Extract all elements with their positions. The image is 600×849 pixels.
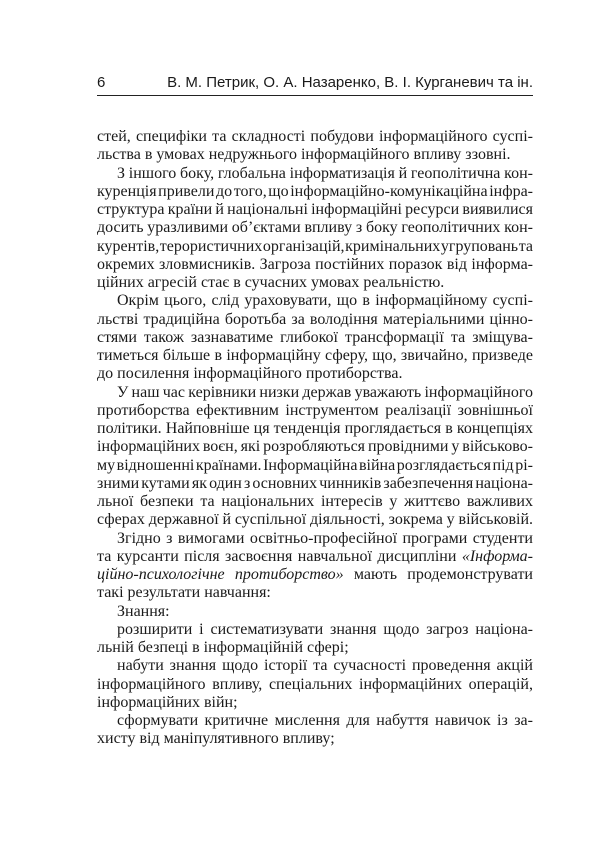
text-line: [97, 639, 533, 657]
text-line: [97, 584, 533, 602]
text-line-content: [97, 639, 349, 657]
text-line-content: [117, 712, 533, 730]
text-segment: стей, специфіки та складності побудови інформаційного суспі-: [97, 128, 533, 145]
text-segment: му відношенні країнами. Інформаційна війна розглядається під рі-: [97, 456, 533, 474]
paragraph: [97, 292, 533, 383]
text-segment: У наш час керівники низки держав уважають інформаційного: [117, 383, 533, 401]
italic-text: «Інформа-: [461, 547, 533, 565]
text-segment: Окрім цього, слід ураховувати, що в інформаційному суспі-: [117, 292, 533, 310]
text-segment: досить уразливими об’єктами впливу з боку геополітичних кон-: [97, 219, 533, 237]
text-line-content: [97, 128, 533, 146]
text-segment: хисту від маніпулятивного впливу;: [97, 730, 335, 748]
text-line: [97, 475, 533, 493]
text-segment: політики. Найповніше ця тенденція проглядається в концепціях: [97, 420, 533, 437]
italic-text: ційно-психологічне протиборство»: [97, 566, 344, 583]
text-line: [97, 694, 533, 712]
paragraph: [97, 530, 533, 603]
text-line-content: [97, 584, 271, 602]
text-segment: мають продемонструвати: [343, 566, 533, 583]
text-segment: до посилення інформаційного протиборства.: [97, 365, 403, 383]
text-line-content: [97, 183, 533, 201]
text-line: [97, 183, 533, 201]
text-segment: сформувати критичне мислення для набуття навичок із за-: [117, 712, 533, 729]
text-segment: ційних агресій стає в сучасних умовах реальністю.: [97, 274, 445, 291]
text-line-content: [117, 657, 533, 675]
text-line-content: [97, 402, 533, 420]
text-line-content: [97, 493, 533, 511]
text-segment: структура країни й національні інформаційні ресурси виявилися: [97, 201, 533, 218]
text-line: [97, 530, 533, 548]
text-line-content: [97, 420, 533, 438]
text-line-content: [97, 438, 533, 456]
text-line: [97, 511, 533, 529]
text-line: [97, 712, 533, 730]
text-line-content: [97, 329, 533, 347]
text-line-content: [97, 457, 533, 475]
text-segment: сферах державної й суспільної діяльності, зокрема у військовій.: [97, 511, 534, 529]
text-segment: окремих зловмисників. Загроза постійних поразок від інформа-: [97, 255, 533, 273]
text-line-content: [117, 621, 533, 639]
text-line: [97, 311, 533, 329]
text-line-content: [97, 274, 444, 292]
text-line-content: [97, 219, 533, 237]
text-line-content: [97, 548, 533, 566]
text-line: [97, 365, 533, 383]
text-line-content: [97, 256, 533, 274]
text-segment: льної безпеки та національних інтересів у життєво важливих: [97, 493, 533, 510]
body-text: [97, 128, 533, 749]
text-segment: такі результати навчання:: [97, 584, 271, 602]
text-line-content: [97, 694, 238, 712]
text-line: [97, 219, 533, 237]
text-line: [97, 493, 533, 511]
text-line-content: [97, 238, 533, 256]
text-line: [97, 201, 533, 219]
text-line: [97, 256, 533, 274]
text-line-content: [97, 566, 533, 584]
text-segment: Знання:: [117, 602, 170, 620]
text-line-content: [117, 603, 170, 621]
text-line: [97, 238, 533, 256]
text-line: [97, 657, 533, 675]
text-line: [97, 566, 533, 584]
paragraph: [97, 128, 533, 165]
text-line-content: [117, 384, 533, 402]
text-line: [97, 457, 533, 475]
text-line-content: [97, 475, 533, 493]
text-segment: зними кутами як один з основних чинників забезпечення націона-: [97, 474, 533, 492]
running-header: [97, 74, 533, 94]
text-line-content: [117, 530, 533, 548]
header-authors: В. М. Петрик, О. А. Назаренко, В. І. Курганевич та ін.: [167, 74, 533, 91]
text-line: [97, 676, 533, 694]
text-line: [97, 420, 533, 438]
text-segment: набути знання щодо історії та сучасності проведення акцій: [117, 657, 533, 675]
text-segment: розширити і систематизувати знання щодо загроз націона-: [117, 620, 533, 638]
text-line-content: [97, 146, 511, 164]
text-line-content: [97, 730, 335, 748]
text-line-content: [117, 165, 533, 183]
text-segment: льстві традиційна боротьба за володіння матеріальними цінно-: [97, 310, 533, 328]
text-segment: стями також зазнаватиме глибокої трансформації та зміщува-: [97, 328, 533, 346]
paragraph: [97, 621, 533, 658]
text-line-content: [97, 311, 533, 329]
header-rule: [97, 95, 533, 96]
text-line: [97, 128, 533, 146]
text-line-content: [97, 511, 533, 529]
text-line: [97, 548, 533, 566]
paragraph: [97, 165, 533, 293]
text-segment: курентів, терористичних організацій, кримінальних угруповань та: [97, 237, 533, 255]
text-line: [97, 329, 533, 347]
text-line-content: [97, 347, 533, 365]
text-line-content: [97, 676, 533, 694]
paragraph: [97, 712, 533, 749]
text-line: [97, 402, 533, 420]
text-segment: льній безпеці в інформаційній сфері;: [97, 639, 349, 656]
text-line-content: [117, 292, 533, 310]
text-line: [97, 384, 533, 402]
text-segment: Згідно з вимогами освітньо-професійної програми студенти: [117, 529, 533, 547]
text-line: [97, 603, 533, 621]
text-segment: З іншого боку, глобальна інформатизація й геополітична кон-: [117, 164, 533, 182]
text-line: [97, 438, 533, 456]
text-line: [97, 165, 533, 183]
page-number: 6: [97, 74, 106, 91]
text-segment: інформаційних війн;: [97, 693, 238, 711]
text-line: [97, 730, 533, 748]
text-segment: інформаційного впливу, спеціальних інформаційних операцій,: [97, 675, 533, 693]
text-line-content: [97, 365, 402, 383]
text-line: [97, 274, 533, 292]
paragraph: [97, 384, 533, 530]
text-segment: інформаційних воєн, які розробляються провідними у військово-: [97, 438, 533, 456]
text-line-content: [97, 201, 533, 219]
text-line: [97, 621, 533, 639]
text-segment: тиметься більше в інформаційну сферу, що, звичайно, призведе: [97, 347, 533, 364]
text-segment: льства в умовах недружнього інформаційного впливу ззовні.: [97, 146, 511, 164]
text-segment: протиборства ефективним інструментом реалізації зовнішньої: [97, 401, 533, 419]
text-line: [97, 146, 533, 164]
text-line: [97, 347, 533, 365]
text-line: [97, 292, 533, 310]
paragraph: [97, 603, 533, 621]
text-segment: та курсанти після засвоєння навчальної дисципліни: [97, 547, 462, 565]
text-segment: куренція привели до того, що інформаційно-комунікаційна інфра-: [97, 182, 533, 200]
paragraph: [97, 657, 533, 712]
